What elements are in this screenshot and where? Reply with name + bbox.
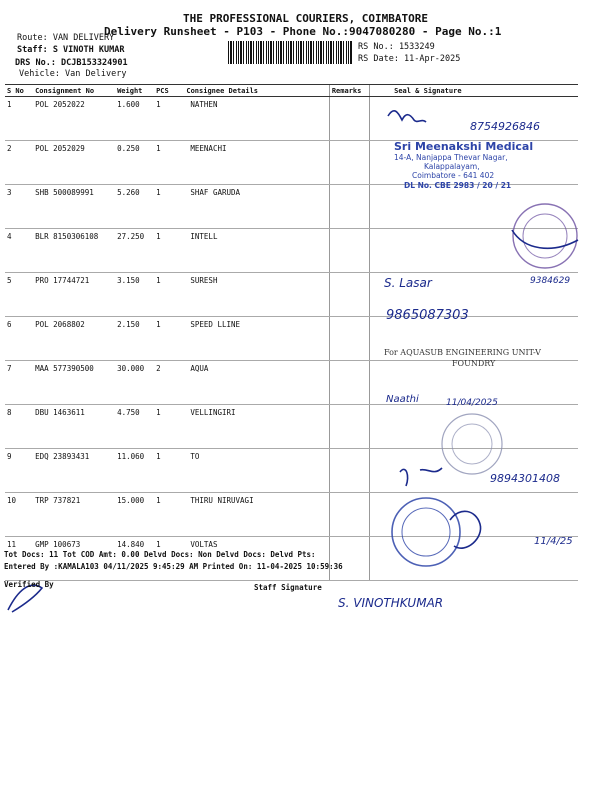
row-consignment-no: POL 2052029 [33, 141, 115, 185]
row-consignment-no: SHB 500089991 [33, 185, 115, 229]
row-weight: 11.060 [115, 449, 154, 493]
row1-signature-scribble [388, 111, 426, 122]
row-pcs: 1 [154, 449, 184, 493]
row-weight: 14.840 [115, 537, 154, 581]
row-pcs: 1 [154, 405, 184, 449]
col-remarks: Remarks [329, 85, 369, 97]
row-weight: 5.260 [115, 185, 154, 229]
row-pcs: 1 [154, 97, 184, 141]
company-title: THE PROFESSIONAL COURIERS, COIMBATORE [183, 12, 429, 25]
col-pcs: PCS [154, 85, 184, 97]
row-pcs: 1 [154, 493, 184, 537]
row11-handwritten-date: 11/4/25 [534, 536, 573, 547]
row-pcs: 1 [154, 185, 184, 229]
row10-signature-scribble [400, 468, 442, 486]
row-weight: 30.000 [115, 361, 154, 405]
row-sno: 11 [5, 537, 33, 581]
totals-line: Tot Docs: 11 Tot COD Amt: 0.00 Delvd Docs: Non Delvd Docs: Delvd Pts: [4, 550, 316, 559]
row-sno: 2 [5, 141, 33, 185]
col-sno: S No [5, 85, 33, 97]
row-consignee: TO [184, 449, 329, 493]
aquasub-stamp-line2: FOUNDRY [452, 359, 496, 368]
row-weight: 0.250 [115, 141, 154, 185]
row-sno: 7 [5, 361, 33, 405]
row-consignee: NATHEN [184, 97, 329, 141]
route-label: Route: VAN DELIVERY [17, 33, 115, 43]
row-consignment-no: PRO 17744721 [33, 273, 115, 317]
row-consignment-no: EDQ 23893431 [33, 449, 115, 493]
row-sno: 4 [5, 229, 33, 273]
row-sno: 8 [5, 405, 33, 449]
col-weight: Weight [115, 85, 154, 97]
row-consignment-no: DBU 1463611 [33, 405, 115, 449]
vehicle-label: Vehicle: Van Delivery [19, 69, 127, 79]
col-consignment: Consignment No [33, 85, 115, 97]
col-signature: Seal & Signature [370, 85, 578, 97]
row-consignment-no: TRP 737821 [33, 493, 115, 537]
row-sno: 9 [5, 449, 33, 493]
meenakshi-stamp-addr1: 14-A, Nanjappa Thevar Nagar, [394, 153, 508, 162]
row-weight: 1.600 [115, 97, 154, 141]
row-pcs: 1 [154, 537, 184, 581]
row-pcs: 2 [154, 361, 184, 405]
row-consignee: VOLTAS [184, 537, 329, 581]
row-consignment-no: BLR 8150306108 [33, 229, 115, 273]
row5-handwritten-extra: 9384629 [530, 276, 571, 286]
row-pcs: 1 [154, 229, 184, 273]
meenakshi-stamp-addr3: Coimbatore - 641 402 [412, 171, 495, 180]
row-pcs: 1 [154, 141, 184, 185]
verified-by-label: Verified By [4, 580, 54, 589]
runsheet-line: Delivery Runsheet - P103 - Phone No.:9047080280 - Page No.:1 [104, 25, 502, 38]
row-pcs: 1 [154, 317, 184, 361]
row-weight: 4.750 [115, 405, 154, 449]
meenakshi-stamp-name: Sri Meenakshi Medical [394, 140, 534, 153]
meenakshi-stamp-dl: DL No. CBE 2983 / 20 / 21 [404, 181, 512, 190]
row1-handwritten-phone: 8754926846 [470, 120, 540, 133]
row-consignee: VELLINGIRI [184, 405, 329, 449]
verified-by-scribble [8, 585, 42, 612]
row-consignment-no: POL 2052022 [33, 97, 115, 141]
row-weight: 3.150 [115, 273, 154, 317]
row8-handwritten-sig: Naathi [386, 394, 419, 405]
row-consignment-no: POL 2068802 [33, 317, 115, 361]
entered-by-line: Entered By :KAMALA103 04/11/2025 9:45:29 AM Printed On: 11-04-2025 10:59:36 [4, 562, 343, 571]
staff-label: Staff: S VINOTH KUMAR [17, 45, 125, 55]
staff-signature-label: Staff Signature [254, 583, 322, 592]
row-consignee: THIRU NIRUVAGI [184, 493, 329, 537]
meenakshi-stamp-addr2: Kalappalayam, [424, 162, 480, 171]
row-consignee: MEENACHI [184, 141, 329, 185]
row-pcs: 1 [154, 273, 184, 317]
row-consignee: SHAF GARUDA [184, 185, 329, 229]
row5-handwritten-phone: 9865087303 [386, 308, 469, 323]
row-consignee: INTELL [184, 229, 329, 273]
row-weight: 27.250 [115, 229, 154, 273]
row-sno: 10 [5, 493, 33, 537]
row-sno: 1 [5, 97, 33, 141]
row9-round-stamp [442, 414, 502, 474]
row-consignment-no: GMP 100673 [33, 537, 115, 581]
rs-number: RS No.: 1533249 [358, 42, 435, 52]
row-weight: 15.000 [115, 493, 154, 537]
row10-handwritten-phone: 9894301408 [490, 472, 560, 485]
row5-handwritten-name: S. Lasar [384, 276, 432, 290]
rs-date: RS Date: 11-Apr-2025 [358, 54, 461, 64]
staff-handwritten-signature: S. VINOTHKUMAR [338, 596, 444, 610]
drs-number: DRS No.: DCJB153324901 [15, 58, 128, 68]
row-consignee: SPEED LLINE [184, 317, 329, 361]
row-weight: 2.150 [115, 317, 154, 361]
row-sno: 6 [5, 317, 33, 361]
row-sno: 3 [5, 185, 33, 229]
row-consignee: SURESH [184, 273, 329, 317]
row-consignee: AQUA [184, 361, 329, 405]
col-consignee: Consignee Details [184, 85, 329, 97]
row8-handwritten-date: 11/04/2025 [446, 398, 498, 408]
row-sno: 5 [5, 273, 33, 317]
aquasub-stamp-line1: For AQUASUB ENGINEERING UNIT-V [384, 348, 541, 357]
row-consignment-no: MAA 577390500 [33, 361, 115, 405]
